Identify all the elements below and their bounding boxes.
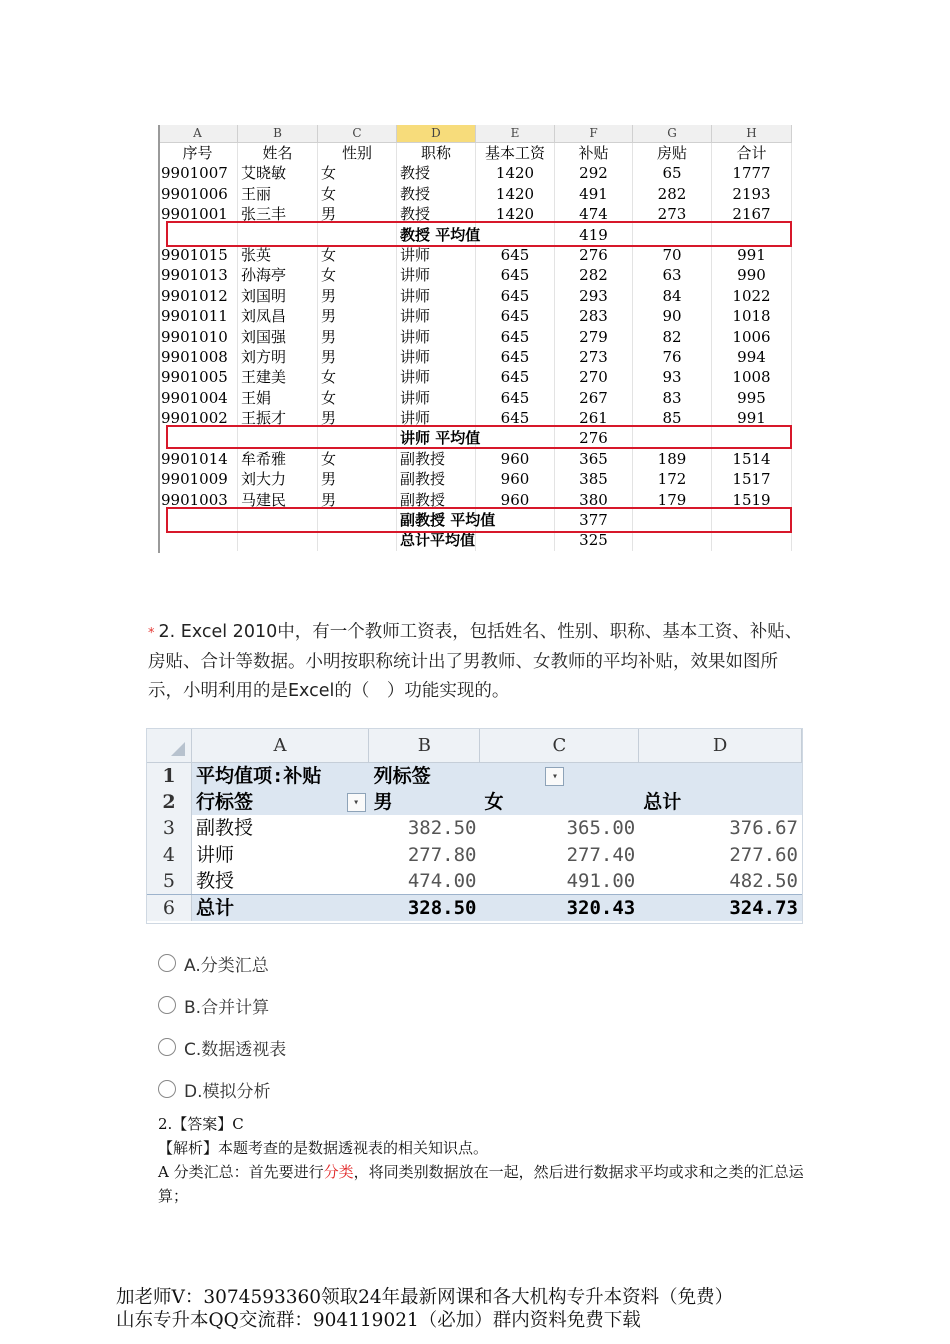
table-cell bbox=[476, 530, 555, 550]
table-cell: 副教授 bbox=[397, 449, 476, 469]
col-letter: G bbox=[633, 125, 712, 142]
table-cell: 283 bbox=[555, 306, 633, 326]
table-cell: 女 bbox=[318, 388, 397, 408]
highlight-box bbox=[166, 221, 792, 247]
footer bbox=[116, 1286, 733, 1332]
pivot-row-label: 讲师 bbox=[195, 843, 234, 866]
table-row bbox=[158, 184, 792, 204]
table-cell: 293 bbox=[555, 286, 633, 306]
table-cell: 645 bbox=[476, 245, 555, 265]
table-cell: 960 bbox=[476, 469, 555, 489]
table-cell: 1420 bbox=[476, 184, 555, 204]
table-cell: 女 bbox=[318, 163, 397, 183]
row-number: 1 bbox=[147, 763, 192, 789]
pivot-value: 277.60 bbox=[729, 843, 798, 866]
table-cell: 讲师 bbox=[397, 367, 476, 387]
question-text bbox=[148, 618, 808, 706]
table-cell: 325 bbox=[555, 530, 633, 550]
radio-icon[interactable] bbox=[158, 1080, 176, 1098]
table-cell: 645 bbox=[476, 408, 555, 428]
col-letter: A bbox=[158, 125, 238, 142]
table-cell: 279 bbox=[555, 327, 633, 347]
col-letter: E bbox=[476, 125, 555, 142]
option-label: A.分类汇总 bbox=[184, 955, 269, 976]
table-cell: 1519 bbox=[712, 490, 792, 510]
option-b[interactable] bbox=[158, 984, 286, 1026]
table-cell: 1006 bbox=[712, 327, 792, 347]
table-cell: 380 bbox=[555, 490, 633, 510]
header-cell: 性别 bbox=[318, 143, 397, 163]
table-cell: 261 bbox=[555, 408, 633, 428]
table-cell: 牟希雅 bbox=[238, 449, 318, 469]
table-cell: 王振才 bbox=[238, 408, 318, 428]
table-cell: 9901013 bbox=[158, 265, 238, 285]
table-cell: 1420 bbox=[476, 204, 555, 224]
col-letter: B bbox=[238, 125, 318, 142]
table-row bbox=[158, 388, 792, 408]
header-cell: 合计 bbox=[712, 143, 792, 163]
highlight-box bbox=[166, 425, 792, 449]
col-letter: H bbox=[712, 125, 792, 142]
table-cell: 491 bbox=[555, 184, 633, 204]
pivot-column-header bbox=[147, 729, 802, 763]
explanation-text: A 分类汇总：首先要进行 bbox=[158, 1163, 324, 1181]
table-cell: 教授 bbox=[397, 184, 476, 204]
pivot-col-total: 总计 bbox=[643, 791, 682, 814]
table-cell: 9901009 bbox=[158, 469, 238, 489]
column-labels-text: 列标签 bbox=[373, 765, 431, 787]
table-cell: 377 bbox=[555, 510, 633, 530]
table-cell: 65 bbox=[633, 163, 712, 183]
table-cell: 讲师 bbox=[397, 347, 476, 367]
footer-line: 加老师V：3074593360领取24年最新网课和各大机构专升本资料（免费） bbox=[116, 1287, 734, 1308]
table-cell: 994 bbox=[712, 347, 792, 367]
table-cell: 9901002 bbox=[158, 408, 238, 428]
pivot-cell bbox=[639, 763, 802, 789]
table-cell: 385 bbox=[555, 469, 633, 489]
table-cell: 645 bbox=[476, 265, 555, 285]
option-c[interactable] bbox=[158, 1026, 286, 1068]
answer-options bbox=[158, 942, 286, 1110]
table-cell: 讲师 平均值 bbox=[397, 428, 476, 448]
table-cell: 9901011 bbox=[158, 306, 238, 326]
table-cell: 2193 bbox=[712, 184, 792, 204]
table-cell: 83 bbox=[633, 388, 712, 408]
table-cell: 男 bbox=[318, 327, 397, 347]
table-cell: 张英 bbox=[238, 245, 318, 265]
table-cell: 292 bbox=[555, 163, 633, 183]
pivot-value: 320.43 bbox=[566, 896, 636, 919]
table-cell: 1777 bbox=[712, 163, 792, 183]
col-letter: F bbox=[555, 125, 633, 142]
table-cell: 刘国明 bbox=[238, 286, 318, 306]
pivot-value: 277.40 bbox=[566, 843, 636, 866]
header-cell: 基本工资 bbox=[476, 143, 555, 163]
pivot-value: 382.50 bbox=[407, 817, 477, 840]
option-label: D.模拟分析 bbox=[184, 1081, 271, 1102]
pivot-row-label: 总计 bbox=[195, 896, 234, 919]
table-cell: 995 bbox=[712, 388, 792, 408]
select-all-corner bbox=[147, 729, 192, 762]
table-cell: 960 bbox=[476, 449, 555, 469]
footer-line: 山东专升本QQ交流群：904119021（必加）群内资料免费下载 bbox=[116, 1310, 641, 1331]
table-cell: 女 bbox=[318, 265, 397, 285]
table-cell: 女 bbox=[318, 449, 397, 469]
table-cell: 273 bbox=[555, 347, 633, 367]
sheet-left-edge bbox=[158, 125, 160, 553]
table-cell: 474 bbox=[555, 204, 633, 224]
table-cell: 王建美 bbox=[238, 367, 318, 387]
radio-icon[interactable] bbox=[158, 1038, 176, 1056]
table-cell: 讲师 bbox=[397, 327, 476, 347]
pivot-value: 328.50 bbox=[407, 896, 477, 919]
table-cell: 女 bbox=[318, 184, 397, 204]
table-cell: 女 bbox=[318, 245, 397, 265]
table-cell: 282 bbox=[633, 184, 712, 204]
table-cell: 9901006 bbox=[158, 184, 238, 204]
table-cell: 63 bbox=[633, 265, 712, 285]
pivot-row bbox=[147, 868, 802, 894]
table-cell: 1514 bbox=[712, 449, 792, 469]
table-cell: 讲师 bbox=[397, 408, 476, 428]
filter-dropdown-icon[interactable]: ▾ bbox=[545, 767, 564, 786]
table-cell: 276 bbox=[555, 245, 633, 265]
option-a[interactable] bbox=[158, 942, 286, 984]
table-cell bbox=[158, 530, 238, 550]
table-cell: 270 bbox=[555, 367, 633, 387]
table-row bbox=[158, 347, 792, 367]
table-cell: 马建民 bbox=[238, 490, 318, 510]
subtotal-row bbox=[158, 530, 792, 550]
table-cell: 70 bbox=[633, 245, 712, 265]
table-cell: 282 bbox=[555, 265, 633, 285]
table-cell: 讲师 bbox=[397, 245, 476, 265]
table-cell: 1420 bbox=[476, 163, 555, 183]
explanation-detail bbox=[158, 1160, 818, 1208]
table-cell: 总计平均值 bbox=[397, 530, 476, 550]
pivot-value: 482.50 bbox=[729, 869, 798, 892]
col-letter: B bbox=[369, 729, 480, 762]
table-row bbox=[158, 306, 792, 326]
table-cell: 9901015 bbox=[158, 245, 238, 265]
table-cell: 副教授 bbox=[397, 469, 476, 489]
col-letter: A bbox=[192, 729, 370, 762]
pivot-value-field: 平均值项:补贴 bbox=[195, 765, 322, 787]
pivot-row bbox=[147, 763, 802, 789]
table-cell: 男 bbox=[318, 408, 397, 428]
table-cell: 男 bbox=[318, 490, 397, 510]
table-row bbox=[158, 245, 792, 265]
required-marker: * bbox=[148, 626, 155, 641]
explanation-line: 【解析】本题考查的是数据透视表的相关知识点。 bbox=[158, 1139, 489, 1157]
table-cell: 9901014 bbox=[158, 449, 238, 469]
table-cell: 645 bbox=[476, 388, 555, 408]
pivot-value: 474.00 bbox=[407, 869, 477, 892]
col-letter: C bbox=[480, 729, 639, 762]
table-cell: 189 bbox=[633, 449, 712, 469]
table-cell: 990 bbox=[712, 265, 792, 285]
pivot-value: 491.00 bbox=[566, 869, 636, 892]
table-header-row bbox=[158, 143, 792, 163]
table-cell: 张三丰 bbox=[238, 204, 318, 224]
table-cell: 1517 bbox=[712, 469, 792, 489]
table-cell: 645 bbox=[476, 347, 555, 367]
table-row bbox=[158, 163, 792, 183]
table-cell bbox=[633, 530, 712, 550]
table-cell: 9901001 bbox=[158, 204, 238, 224]
table-cell: 9901005 bbox=[158, 367, 238, 387]
table-cell: 267 bbox=[555, 388, 633, 408]
table-row bbox=[158, 367, 792, 387]
option-label: C.数据透视表 bbox=[184, 1039, 287, 1060]
table-cell: 273 bbox=[633, 204, 712, 224]
header-cell: 序号 bbox=[158, 143, 238, 163]
filter-dropdown-icon[interactable]: ▾ bbox=[347, 793, 366, 812]
table-cell: 刘大力 bbox=[238, 469, 318, 489]
table-cell: 991 bbox=[712, 245, 792, 265]
option-label: B.合并计算 bbox=[184, 997, 270, 1018]
header-cell: 房贴 bbox=[633, 143, 712, 163]
row-number: 2 bbox=[147, 789, 192, 815]
table-cell: 男 bbox=[318, 286, 397, 306]
pivot-col-female: 女 bbox=[484, 791, 504, 814]
pivot-row bbox=[147, 789, 802, 815]
row-number: 6 bbox=[147, 895, 192, 921]
table-cell: 85 bbox=[633, 408, 712, 428]
table-cell: 9901010 bbox=[158, 327, 238, 347]
radio-icon[interactable] bbox=[158, 996, 176, 1014]
table-cell: 419 bbox=[555, 225, 633, 245]
row-labels bbox=[192, 789, 370, 815]
highlighted-term: 分类 bbox=[323, 1163, 354, 1181]
table-cell bbox=[318, 530, 397, 550]
table-cell: 645 bbox=[476, 286, 555, 306]
pivot-row-label: 教授 bbox=[195, 869, 234, 892]
table-cell: 9901012 bbox=[158, 286, 238, 306]
highlight-box bbox=[166, 507, 792, 533]
table-cell bbox=[238, 530, 318, 550]
table-cell: 刘方明 bbox=[238, 347, 318, 367]
table-cell: 9901004 bbox=[158, 388, 238, 408]
pivot-row bbox=[147, 815, 802, 841]
pivot-value: 376.67 bbox=[729, 817, 798, 840]
col-letter: D bbox=[639, 729, 802, 762]
table-cell: 教授 bbox=[397, 163, 476, 183]
table-row bbox=[158, 449, 792, 469]
radio-icon[interactable] bbox=[158, 954, 176, 972]
table-cell: 90 bbox=[633, 306, 712, 326]
question-body: 2. Excel 2010中，有一个教师工资表，包括姓名、性别、职称、基本工资、补贴、房贴、合计等数据。小明按职称统计出了男教师、女教师的平均补贴，效果如图所示，小明利用的是Excel的（ ）功能实现的。 bbox=[148, 622, 803, 701]
table-cell: 2167 bbox=[712, 204, 792, 224]
header-cell: 职称 bbox=[397, 143, 476, 163]
column-labels bbox=[370, 763, 558, 789]
table-cell: 孙海亭 bbox=[238, 265, 318, 285]
pivot-value: 365.00 bbox=[566, 817, 636, 840]
table-cell: 讲师 bbox=[397, 265, 476, 285]
table-cell: 1022 bbox=[712, 286, 792, 306]
table-cell: 9901008 bbox=[158, 347, 238, 367]
table-cell: 刘凤昌 bbox=[238, 306, 318, 326]
subtotal-sheet-image bbox=[158, 125, 792, 551]
option-d[interactable] bbox=[158, 1068, 286, 1110]
table-cell: 365 bbox=[555, 449, 633, 469]
table-cell: 1008 bbox=[712, 367, 792, 387]
table-cell: 9901007 bbox=[158, 163, 238, 183]
table-row bbox=[158, 327, 792, 347]
table-cell: 教授 平均值 bbox=[397, 225, 476, 245]
table-cell bbox=[712, 530, 792, 550]
table-row bbox=[158, 286, 792, 306]
col-letter: C bbox=[318, 125, 397, 142]
table-cell: 84 bbox=[633, 286, 712, 306]
pivot-col-male: 男 bbox=[373, 791, 393, 814]
table-cell: 男 bbox=[318, 204, 397, 224]
row-number: 5 bbox=[147, 868, 192, 894]
table-cell: 172 bbox=[633, 469, 712, 489]
pivot-row bbox=[147, 842, 802, 868]
table-cell: 王娟 bbox=[238, 388, 318, 408]
table-cell: 男 bbox=[318, 306, 397, 326]
header-cell: 补贴 bbox=[555, 143, 633, 163]
table-cell: 男 bbox=[318, 469, 397, 489]
table-cell: 991 bbox=[712, 408, 792, 428]
table-cell: 刘国强 bbox=[238, 327, 318, 347]
col-letter: D bbox=[397, 125, 476, 142]
pivot-row-label: 副教授 bbox=[195, 817, 253, 840]
table-cell: 645 bbox=[476, 327, 555, 347]
answer-section bbox=[158, 1112, 818, 1208]
table-cell: 女 bbox=[318, 367, 397, 387]
header-cell: 姓名 bbox=[238, 143, 318, 163]
table-cell: 179 bbox=[633, 490, 712, 510]
explanation-text: ，将同类别数据放在一起，然后进行数据求平均或求和之类的汇总运算； bbox=[158, 1163, 804, 1205]
table-cell: 男 bbox=[318, 347, 397, 367]
table-cell: 王丽 bbox=[238, 184, 318, 204]
table-cell: 82 bbox=[633, 327, 712, 347]
table-cell: 645 bbox=[476, 367, 555, 387]
table-cell: 副教授 bbox=[397, 490, 476, 510]
table-cell: 艾晓敏 bbox=[238, 163, 318, 183]
row-number: 3 bbox=[147, 815, 192, 841]
row-number: 4 bbox=[147, 842, 192, 868]
table-cell: 645 bbox=[476, 306, 555, 326]
pivot-total-row bbox=[147, 894, 802, 921]
pivot-table-image bbox=[146, 728, 803, 924]
table-cell: 276 bbox=[555, 428, 633, 448]
column-header-row bbox=[158, 125, 792, 143]
table-row bbox=[158, 469, 792, 489]
table-cell: 960 bbox=[476, 490, 555, 510]
table-cell: 讲师 bbox=[397, 388, 476, 408]
table-cell: 9901003 bbox=[158, 490, 238, 510]
table-cell: 讲师 bbox=[397, 306, 476, 326]
answer-line: 2.【答案】C bbox=[158, 1115, 244, 1133]
table-cell: 讲师 bbox=[397, 286, 476, 306]
table-cell: 1018 bbox=[712, 306, 792, 326]
table-cell: 93 bbox=[633, 367, 712, 387]
pivot-value: 324.73 bbox=[729, 896, 798, 919]
table-cell: 副教授 平均值 bbox=[397, 510, 476, 530]
table-cell: 76 bbox=[633, 347, 712, 367]
pivot-value: 277.80 bbox=[407, 843, 477, 866]
table-row bbox=[158, 265, 792, 285]
table-cell: 教授 bbox=[397, 204, 476, 224]
row-labels-text: 行标签 bbox=[195, 791, 253, 814]
